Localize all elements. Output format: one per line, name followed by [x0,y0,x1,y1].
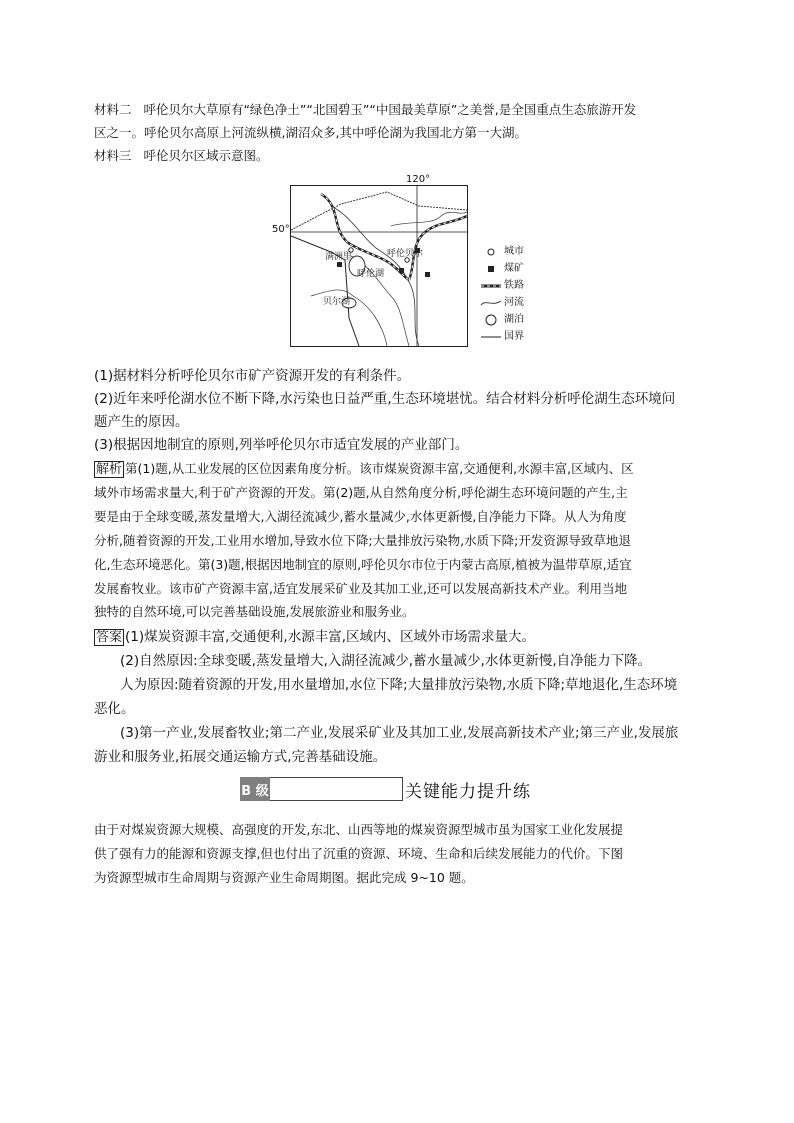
material2-label: 材料二 [94,102,132,117]
answer-line1: 答案 (1)煤炭资源丰富,交通便利,水源丰富,区域内、区域外市场需求量大。 [96,629,536,645]
material3-line: 材料三 呼伦贝尔区域示意图。 [94,148,269,163]
question-2-line2: 题产生的原因。 [94,414,189,430]
map-legend [478,243,524,345]
border-icon [478,334,504,340]
level-badge: B 级 [240,777,270,801]
lon-label: 120° [406,174,431,185]
answer-line2: (2)自然原因:全球变暖,蒸发量增大,入湖径流减少,蓄水量减少,水体更新慢,自净能力下降。 [120,653,652,669]
river-icon [478,298,504,308]
answer-line3: 人为原因:随着资源的开发,用水量增加,水位下降;大量排放污染物,水质下降;草地退化,生态环境 [120,677,678,693]
analysis-line7: 独特的自然环境,可以完善基础设施,发展旅游业和服务业。 [94,604,415,619]
intro-line1: 由于对煤炭资源大规模、高强度的开发,东北、山西等地的煤炭资源型城市虽为国家工业化发展提 [94,822,623,837]
city-icon [478,247,504,257]
label-beierhu: 贝尔湖 [323,297,351,307]
material2-line1: 材料二 呼伦贝尔大草原有“绿色净土”“北国碧玉”“中国最美草原”之美誉,是全国重点生态旅游开发 [94,102,637,117]
legend-item: 河流 [478,294,524,311]
analysis-line4: 分析,随着资源的开发,工业用水增加,导致水位下降;大量排放污染物,水质下降;开发资源导致草地退 [94,533,631,548]
section-banner [240,776,531,802]
question-1: (1)据材料分析呼伦贝尔市矿产资源开发的有利条件。 [94,368,411,384]
material3-label: 材料三 [94,148,132,163]
lake-icon [478,314,504,326]
label-hulunhu: 呼伦湖 [357,269,385,279]
legend-item: 国界 [478,328,524,345]
legend-item: 铁路 [478,277,524,294]
label-hulunbeier: 呼伦贝尔 [387,249,424,259]
coal-mine [399,268,404,273]
railway-icon [478,282,504,290]
question-2-line1: (2)近年来呼伦湖水位不断下降,水污染也日益严重,生态环境堪忧。结合材料分析呼伦湖生态环境问 [94,391,676,407]
legend-item: 煤矿 [478,260,524,277]
label-manzhouli: 满洲里 [325,252,353,262]
map-figure [291,186,467,346]
analysis-line6: 发展畜牧业。该市矿产资源丰富,适宜发展采矿业及其加工业,还可以发展高新技术产业。利用当地 [94,581,627,596]
material2-line2: 区之一。呼伦贝尔高原上河流纵横,湖沼众多,其中呼伦湖为我国北方第一大湖。 [94,125,527,140]
answer-label: 答案 [96,630,123,645]
section-title: 关键能力提升练 [405,781,531,802]
banner-blank [270,777,403,801]
answer-line4: 恶化。 [94,701,135,717]
coal-mine [337,262,342,267]
intro-line2: 供了强有力的能源和资源支撑,但也付出了沉重的资源、环境、生命和后续发展能力的代价。下图 [94,846,623,861]
answer-line6: 游业和服务业,拓展交通运输方式,完善基础设施。 [94,749,387,765]
answer-line5: (3)第一产业,发展畜牧业;第二产业,发展采矿业及其加工业,发展高新技术产业;第三产业,发展旅 [120,725,679,741]
legend-item: 湖泊 [478,311,524,328]
analysis-line2: 域外市场需求量大,利于矿产资源的开发。第(2)题,从自然角度分析,呼伦湖生态环境问题的产生,主 [94,485,628,500]
analysis-line5: 化,生态环境恶化。第(3)题,根据因地制宜的原则,呼伦贝尔市位于内蒙古高原,植被为温带草原,适宜 [94,557,632,572]
legend-item: 城市 [478,243,524,260]
coal-mine-icon [478,264,504,274]
analysis-label: 解析 [96,462,123,477]
intro-line3: 为资源型城市生命周期与资源产业生命周期图。据此完成 9~10 题。 [94,870,474,885]
coal-mine [425,272,430,277]
analysis-line1: 解析 第(1)题,从工业发展的区位因素角度分析。该市煤炭资源丰富,交通便利,水源丰富,区域内、区 [96,461,634,477]
analysis-line3: 要是由于全球变暖,蒸发量增大,入湖径流减少,蓄水量减少,水体更新慢,自净能力下降。从人为角度 [94,509,627,524]
river-4 [391,212,467,226]
question-3: (3)根据因地制宜的原则,列举呼伦贝尔市适宜发展的产业部门。 [94,437,469,453]
lat-label: 50° [272,224,290,235]
hulunbeier-map [290,185,468,347]
